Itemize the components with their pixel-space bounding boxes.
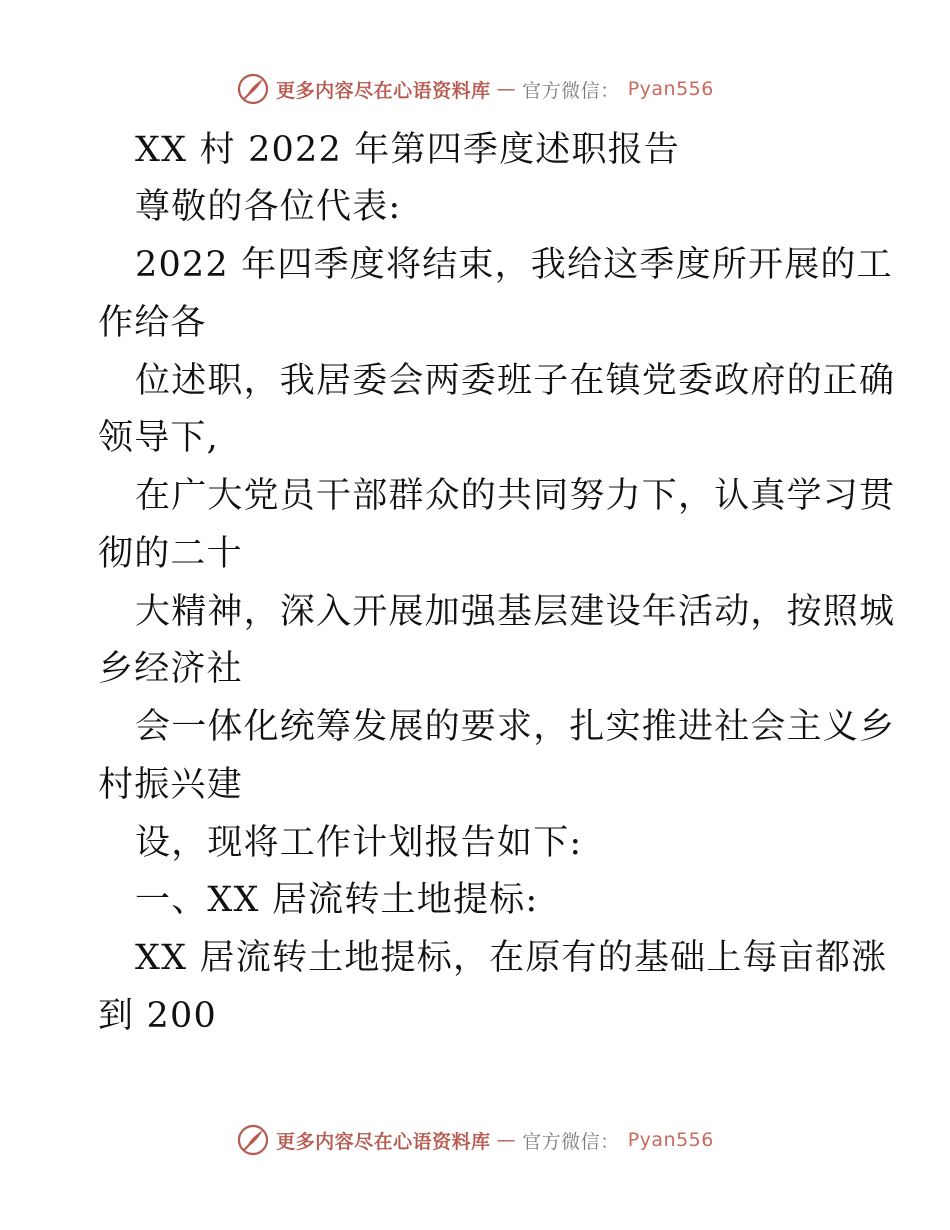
watermark-wechat-id: Pyan556 xyxy=(627,78,714,100)
paragraph-line: 彻的二十 xyxy=(98,534,243,574)
header-watermark xyxy=(0,72,950,106)
paragraph-line: XX 居流转土地提标，在原有的基础上每亩都涨 xyxy=(135,938,888,978)
section-heading: 一、XX 居流转土地提标: xyxy=(135,880,539,920)
watermark-dash: — xyxy=(496,78,517,100)
watermark-wechat-label: 官方微信： xyxy=(522,1130,620,1153)
quill-pen-logo-icon xyxy=(236,72,270,106)
footer-watermark xyxy=(0,1123,950,1157)
watermark-main-text: 更多内容尽在心语资料库 xyxy=(276,1130,491,1153)
paragraph-line: 作给各 xyxy=(98,303,207,343)
quill-pen-logo-icon xyxy=(236,1123,270,1157)
paragraph-line: 位述职，我居委会两委班子在镇党委政府的正确 xyxy=(135,361,896,401)
paragraph-line: 2022 年四季度将结束，我给这季度所开展的工 xyxy=(135,245,893,285)
document-title: XX 村 2022 年第四季度述职报告 xyxy=(135,130,681,170)
salutation: 尊敬的各位代表: xyxy=(135,187,402,227)
paragraph-line: 领导下, xyxy=(98,418,219,458)
watermark-wechat-label: 官方微信： xyxy=(522,79,620,102)
paragraph-line: 村振兴建 xyxy=(98,765,243,805)
paragraph-line: 到 200 xyxy=(98,996,217,1036)
paragraph-line: 设，现将工作计划报告如下: xyxy=(135,823,583,863)
paragraph-line: 乡经济社 xyxy=(98,649,243,689)
watermark-main-text: 更多内容尽在心语资料库 xyxy=(276,79,491,102)
paragraph-line: 会一体化统筹发展的要求，扎实推进社会主义乡 xyxy=(135,707,896,747)
watermark-dash: — xyxy=(496,1129,517,1151)
paragraph-line: 在广大党员干部群众的共同努力下，认真学习贯 xyxy=(135,476,896,516)
paragraph-line: 大精神，深入开展加强基层建设年活动，按照城 xyxy=(135,592,896,632)
watermark-wechat-id: Pyan556 xyxy=(627,1129,714,1151)
